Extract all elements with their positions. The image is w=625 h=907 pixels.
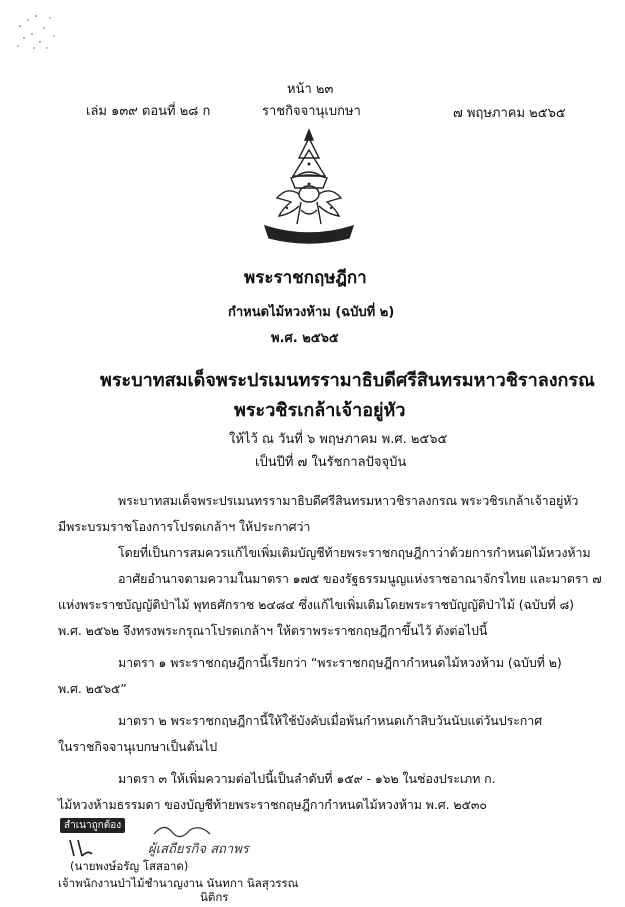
reign-year: เป็นปีที่ ๗ ในรัชกาลปัจจุบัน: [255, 455, 407, 470]
signature-scribble: [150, 820, 220, 840]
decree-subtitle: กำหนดไม้หวงห้าม (ฉบับที่ ๒): [228, 305, 395, 320]
section-2-continued: ในราชกิจจานุเบกษาเป็นต้นไป: [58, 739, 218, 754]
section-2: มาตรา ๒ พระราชกฤษฎีกานี้ให้ใช้บังคับเมื่อพ้นกำหนดเก้าสิบวันนับแต่วันประกาศ: [118, 713, 543, 728]
volume-issue: เล่ม ๑๓๙ ตอนที่ ๒๘ ก: [86, 104, 211, 119]
king-name-line2: พระวชิรเกล้าเจ้าอยู่หัว: [234, 400, 406, 421]
section-1: มาตรา ๑ พระราชกฤษฎีกานี้เรียกว่า “พระราชกฤษฎีกากำหนดไม้หวงห้าม (ฉบับที่ ๒): [118, 655, 562, 670]
body-line: พ.ศ. ๒๕๖๒ จึงทรงพระกรุณาโปรดเกล้าฯ ให้ตราพระราชกฤษฎีกาขึ้นไว้ ดังต่อไปนี้: [58, 623, 488, 638]
given-date: ให้ไว้ ณ วันที่ ๖ พฤษภาคม พ.ศ. ๒๕๖๕: [229, 432, 448, 447]
king-name-line1: พระบาทสมเด็จพระปรเมนทรรามาธิบดีศรีสินทรมหาวชิราลงกรณ: [100, 370, 595, 391]
decree-year: พ.ศ. ๒๕๖๕: [271, 331, 339, 346]
section-3: มาตรา ๓ ให้เพิ่มความต่อไปนี้เป็นลำดับที่ ๑๕๙ - ๑๖๒ ในช่องประเภท ก.: [118, 771, 496, 786]
handwritten-initial-mark: [66, 836, 96, 860]
body-line: อาศัยอำนาจตามความในมาตรา ๑๗๕ ของรัฐธรรมนูญแห่งราชอาณาจักรไทย และมาตรา ๗: [118, 571, 602, 586]
publication-date: ๗ พฤษภาคม ๒๕๖๕: [453, 106, 566, 121]
section-1-continued: พ.ศ. ๒๕๖๕”: [58, 681, 127, 696]
body-line: โดยที่เป็นการสมควรแก้ไขเพิ่มเติมบัญชีท้ายพระราชกฤษฎีกาว่าด้วยการกำหนดไม้หวงห้าม: [118, 545, 591, 560]
certified-copy-stamp: สำเนาถูกต้อง: [60, 818, 125, 833]
signer-position: เจ้าพนักงานป่าไม้ชำนาญงาน นันทกา นิลสุวรรณ: [58, 876, 299, 890]
garuda-royal-emblem-icon: [257, 128, 361, 248]
body-line: มีพระบรมราชโองการโปรดเกล้าฯ ให้ประกาศว่า: [58, 519, 311, 534]
handwritten-signature: ผู้เสถียรกิจ สถาพร: [148, 842, 249, 857]
signer-role: นิติกร: [200, 890, 229, 904]
section-3-continued: ไม้หวงห้ามธรรมดา ของบัญชีท้ายพระราชกฤษฎีกากำหนดไม้หวงห้าม พ.ศ. ๒๕๓๐: [58, 797, 487, 812]
decree-title: พระราชกฤษฎีกา: [244, 268, 367, 288]
body-line: แห่งพระราชบัญญัติป่าไม้ พุทธศักราช ๒๔๘๔ ซึ่งแก้ไขเพิ่มเติมโดยพระราชบัญญัติป่าไม้ (ฉบับที่ ๘): [58, 597, 574, 612]
signer-name: (นายพงษ์อรัญ โสสอาด): [70, 859, 189, 873]
scan-speckle-marks: [14, 8, 64, 53]
page-number: หน้า ๒๓: [287, 82, 334, 97]
gazette-name: ราชกิจจานุเบกษา: [262, 104, 361, 119]
body-line: พระบาทสมเด็จพระปรเมนทรรามาธิบดีศรีสินทรมหาวชิราลงกรณ พระวชิรเกล้าเจ้าอยู่หัว: [118, 493, 579, 508]
